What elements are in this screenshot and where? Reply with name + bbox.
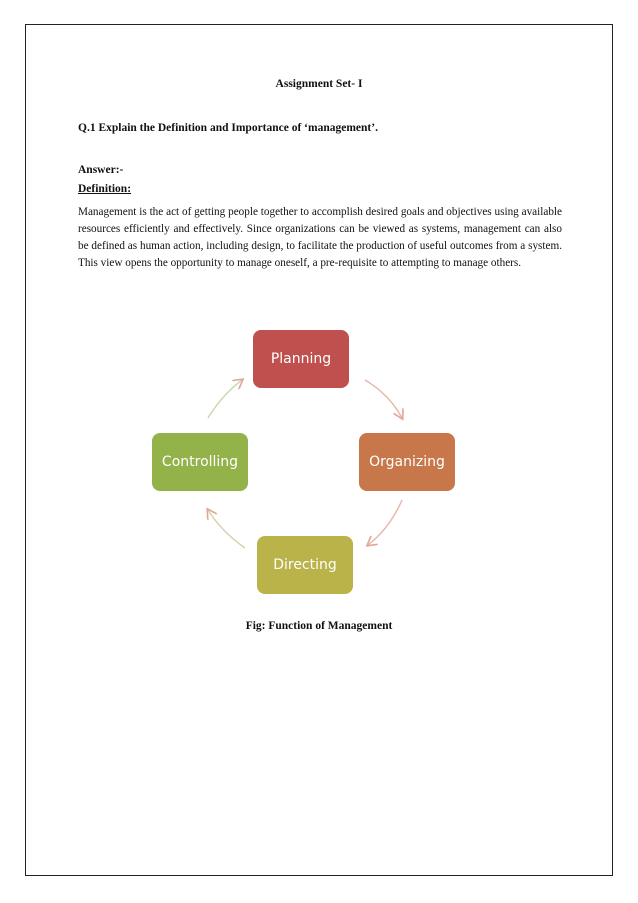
question-heading: Q.1 Explain the Definition and Importance of ‘management’. — [78, 122, 378, 134]
controlling-node: Controlling — [152, 433, 248, 491]
arrow-directing-to-controlling — [208, 510, 245, 548]
definition-paragraph: Management is the act of getting people together to accomplish desired goals and objectives using available resources efficiently and effectively. Since organizations can be viewed as systems, management can also be defined as human action, including design, to facilitate the production of useful outcomes from a system. This view opens the opportunity to manage oneself, a pre-requisite to attempting to manage others. — [78, 206, 562, 269]
arrow-controlling-to-planning — [208, 380, 242, 418]
management-cycle-diagram — [140, 320, 470, 610]
organizing-node: Organizing — [359, 433, 455, 491]
definition-heading: Definition: — [78, 183, 132, 195]
arrow-organizing-to-directing — [368, 500, 402, 545]
figure-caption: Fig: Function of Management — [245, 620, 393, 632]
directing-node: Directing — [257, 536, 353, 594]
answer-label: Answer:- — [78, 164, 124, 176]
planning-node: Planning — [253, 330, 349, 388]
page-title: Assignment Set- I — [275, 78, 363, 90]
arrow-planning-to-organizing — [365, 380, 402, 418]
